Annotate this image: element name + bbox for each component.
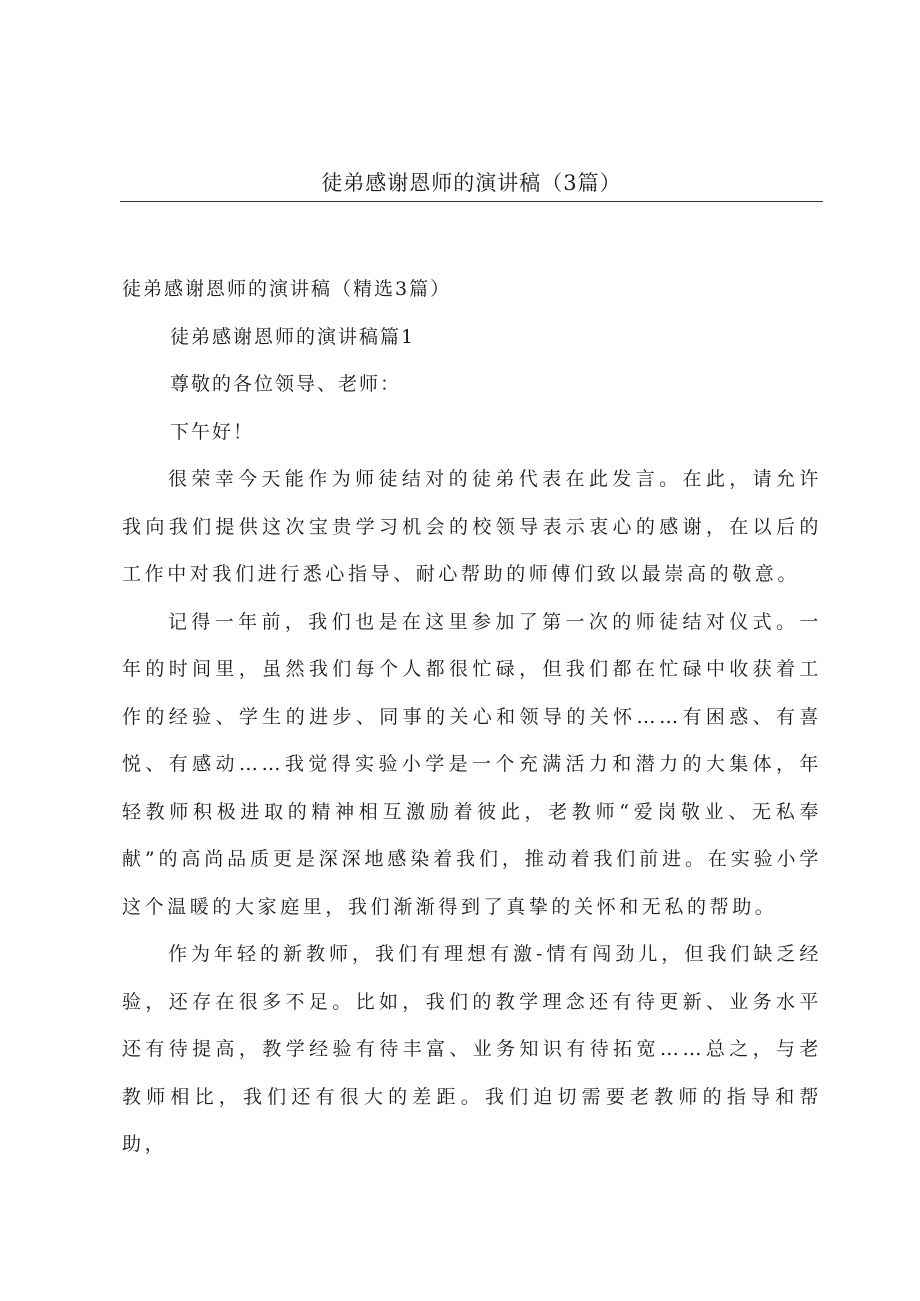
- document-header: [120, 168, 823, 202]
- document-title: 徒弟感谢恩师的演讲稿（3篇）: [321, 171, 622, 195]
- paragraph-3: 作为年轻的新教师，我们有理想有激-情有闯劲儿，但我们缺乏经验，还存在很多不足。比如，我们的教学理念还有待更新、业务水平还有待提高，教学经验有待丰富、业务知识有待拓宽……总之，与老教师相比，我们还有很大的差距。我们迫切需要老教师的指导和帮助，: [122, 943, 822, 1155]
- paragraph-2: 记得一年前，我们也是在这里参加了第一次的师徒结对仪式。一年的时间里，虽然我们每个人都很忙碌，但我们都在忙碌中收获着工作的经验、学生的进步、同事的关心和领导的关怀……有困惑、有喜悦、有感动……我觉得实验小学是一个充满活力和潜力的大集体，年轻教师积极进取的精神相互激励着彼此，老教师“爱岗敬业、无私奉献”的高尚品质更是深深地感染着我们，推动着我们前进。在实验小学这个温暖的大家庭里，我们渐渐得到了真挚的关怀和无私的帮助。: [122, 610, 822, 918]
- paragraph-1: 很荣幸今天能作为师徒结对的徒弟代表在此发言。在此，请允许我向我们提供这次宝贵学习机会的校领导表示衷心的感谢，在以后的工作中对我们进行悉心指导、耐心帮助的师傅们致以最崇高的敬意。: [122, 468, 822, 585]
- speech-text: [122, 456, 822, 1169]
- salutation: 尊敬的各位领导、老师：: [170, 373, 402, 395]
- document-body: [122, 266, 822, 1169]
- section-heading: 徒弟感谢恩师的演讲稿篇1: [170, 325, 416, 348]
- greeting: 下午好！: [170, 420, 255, 443]
- document-subtitle: 徒弟感谢恩师的演讲稿（精选3篇）: [122, 278, 452, 300]
